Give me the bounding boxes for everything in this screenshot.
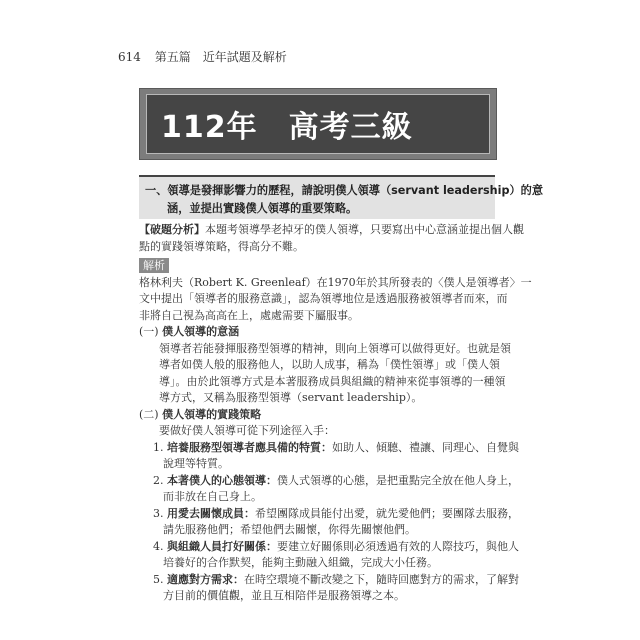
list-item: 5. 適應對方需求：在時空環境不斷改變之下，隨時回應對方的需求，了解對 (153, 572, 519, 586)
section-heading: (一) 僕人領導的意涵 (139, 325, 240, 338)
analysis-line: 點的實踐領導策略，得高分不難。 (139, 239, 304, 253)
list-item: 2. 本著僕人的心態領導：僕人式領導的心態，是把重點完全放在他人身上， (153, 473, 519, 487)
question-box (139, 175, 544, 219)
list-item: 4. 與組織人員打好關係：要建立好關係則必須透過有效的人際技巧，與他人 (153, 539, 519, 553)
list-item: 3. 用愛去關懷成員：希望團隊成員能付出愛，就先愛他們；要團隊去服務， (153, 506, 519, 520)
section-line: 導者如僕人般的服務他人，以助人成事，稱為「僕性領導」或「僕人領 (159, 358, 500, 371)
intro-line: 格林利夫（Robert K. Greenleaf）在1970年於其所發表的〈僕人是領導者〉一 (139, 275, 532, 289)
intro-line: 文中提出「領導者的服務意識」，認為領導地位是透過服務被領導者而來，而 (139, 292, 508, 305)
list-item-cont: 而非放在自己身上。 (163, 490, 262, 503)
page-header (118, 48, 287, 65)
list-item-cont: 方目前的價值觀，並且互相陪伴是服務領導之本。 (163, 589, 405, 602)
answer-body (139, 222, 532, 605)
section-line: 領導者若能發揮服務型領導的精神，則向上領導可以做得更好。也就是領 (159, 341, 511, 355)
question-line: 涵，並提出實踐僕人領導的重要策略。 (167, 202, 358, 215)
question-line: 一、領導是發揮影響力的歷程，請說明僕人領導（servant leadership）的意 (145, 184, 544, 197)
list-item-cont: 請先服務他們；希望他們去關懷，你得先關懷他們。 (163, 523, 416, 536)
section-title: 第五篇 近年試題及解析 (154, 50, 287, 64)
exam-title: 112年 高考三級 (161, 110, 413, 145)
list-item-cont: 培養好的合作默契，能夠主動融入組織，完成大小任務。 (163, 556, 438, 569)
page-number: 614 (118, 50, 141, 64)
section-lead: 要做好僕人領導可從下列途徑入手： (159, 424, 335, 437)
analysis-line: 【破題分析】本題考領導學老掉牙的僕人領導，只要寫出中心意涵並提出個人觀 (139, 223, 524, 236)
title-banner (139, 88, 497, 160)
list-item-cont: 說理等特質。 (163, 457, 229, 470)
intro-line: 非將自己視為高高在上，處處需要下屬服事。 (139, 308, 359, 322)
section-heading: (二) 僕人領導的實踐策略 (139, 407, 262, 421)
section-line: 導方式，又稱為服務型領導（servant leadership）。 (159, 391, 423, 404)
jiexi-label: 解析 (139, 258, 169, 273)
list-item: 1. 培養服務型領導者應具備的特質：如助人、傾聽、禮讓、同理心、自覺與 (153, 440, 519, 454)
section-line: 導」。由於此領導方式是本著服務成員與組織的精神來從事領導的一種領 (159, 374, 506, 388)
analysis-tag: 【破題分析】 (139, 223, 205, 236)
